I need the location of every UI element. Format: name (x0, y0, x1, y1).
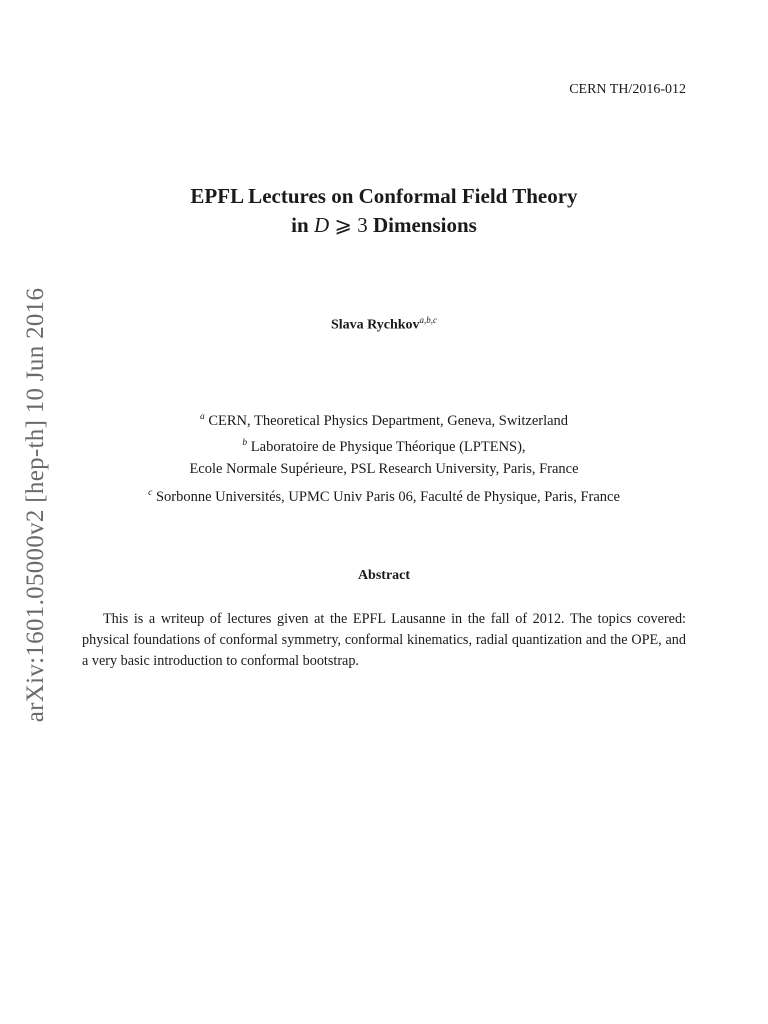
affiliation-b-continued: Ecole Normale Supérieure, PSL Research University, Paris, France (189, 460, 579, 477)
title-math-variable: D (313, 213, 330, 237)
affiliation-text: Sorbonne Universités, UPMC Univ Paris 06, Faculté de Physique, Paris, France (155, 488, 620, 505)
affiliation-c (0, 482, 768, 508)
author-name: Slava Rychkov (330, 317, 420, 333)
affiliation-text: CERN, Theoretical Physics Department, Geneva, Switzerland (208, 412, 569, 429)
affiliation-mark: c (148, 487, 153, 498)
author-affiliation-marks: a,b,c (419, 315, 438, 325)
abstract-heading: Abstract (357, 568, 411, 583)
arxiv-identifier-stamp: arXiv:1601.05000v2 [hep-th] 10 Jun 2016 (22, 287, 49, 723)
report-number: CERN TH/2016-012 (569, 82, 686, 97)
paper-title (0, 182, 768, 240)
affiliation-b (0, 432, 768, 458)
title-line-1: EPFL Lectures on Conformal Field Theory (190, 184, 578, 208)
affiliations (0, 406, 768, 507)
title-line-2-suffix: Dimensions (367, 213, 477, 237)
abstract-body: This is a writeup of lectures given at the EPFL Lausanne in the fall of 2012. The topics covered: physical foundations of conformal symmetry, conformal kinematics, radial quantization and the OPE, and a very basic introduction to conformal bootstrap. (82, 611, 686, 669)
affiliation-mark: a (199, 412, 205, 422)
title-math-relation: ⩾ 3 (329, 213, 368, 237)
title-line-2-prefix: in (291, 213, 314, 237)
title-line-2 (0, 211, 768, 240)
affiliation-mark: b (242, 437, 248, 448)
affiliation-a (0, 406, 768, 432)
affiliation-text: Laboratoire de Physique Théorique (LPTENS), (250, 438, 526, 455)
author-line (0, 315, 768, 334)
